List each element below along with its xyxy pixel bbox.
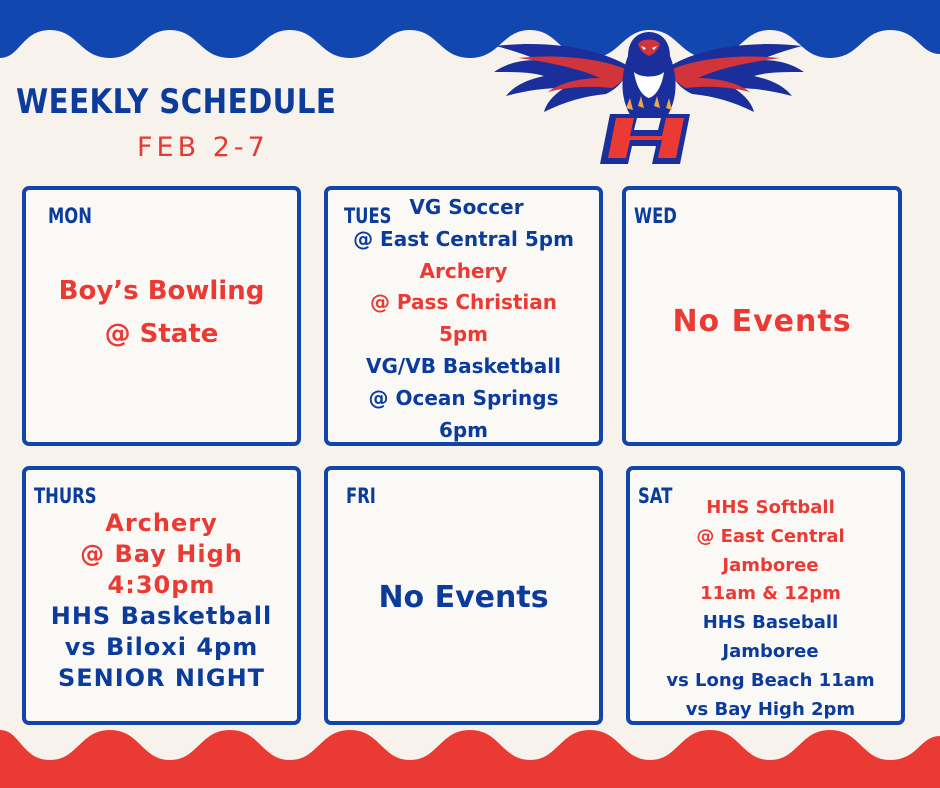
event-line: @ East Central: [696, 525, 845, 547]
events-thu: [26, 508, 297, 694]
event-line: SENIOR NIGHT: [57, 664, 266, 692]
event-line: @ State: [104, 319, 219, 349]
event-line: vs Long Beach 11am: [666, 669, 875, 691]
day-label-wed: WED: [634, 204, 677, 228]
events-fri: [328, 578, 599, 618]
event-line: vs Bay High 2pm: [685, 698, 856, 720]
event-line: Archery: [105, 509, 218, 537]
event-line: No Events: [378, 580, 549, 615]
event-line: HHS Softball: [706, 497, 835, 518]
day-card-thu: [22, 466, 301, 725]
event-line: vs Biloxi 4pm: [64, 633, 259, 661]
event-line: @ Pass Christian: [369, 290, 558, 315]
bottom-wave-decoration: [0, 718, 940, 788]
day-card-fri: [324, 466, 603, 725]
events-wed: [626, 302, 898, 342]
hawk-logo-icon: [488, 26, 810, 168]
events-sat: [630, 494, 901, 724]
event-line: 6pm: [438, 417, 489, 442]
day-label-sat: SAT: [638, 484, 673, 508]
day-card-wed: [622, 186, 902, 446]
day-card-tue: [324, 186, 603, 446]
events-mon: [26, 270, 297, 356]
event-line: VG/VB Basketball: [366, 353, 561, 378]
event-line: No Events: [672, 304, 852, 339]
event-line: @ Bay High: [80, 540, 243, 568]
day-label-fri: FRI: [346, 484, 376, 508]
event-line: HHS Baseball: [702, 612, 839, 634]
date-range: FEB 2-7: [137, 132, 269, 163]
event-line: Archery: [419, 258, 508, 283]
day-card-mon: [22, 186, 301, 446]
event-line: Boy’s Bowling: [58, 276, 265, 306]
day-label-mon: MON: [48, 204, 92, 228]
event-line: @ Ocean Springs: [368, 385, 559, 410]
event-line: HHS Basketball: [50, 602, 273, 630]
day-label-thu: THURS: [34, 484, 97, 508]
day-label-tue: TUES: [344, 204, 392, 228]
event-line: Jamboree: [722, 554, 819, 576]
event-line: Jamboree: [722, 640, 819, 662]
event-line: @ East Central 5pm: [353, 226, 574, 251]
event-line: 5pm: [438, 322, 489, 347]
event-line: VG Soccer: [409, 195, 524, 219]
day-card-sat: [626, 466, 905, 725]
page-title: WEEKLY SCHEDULE: [16, 82, 337, 122]
events-tue: [328, 192, 599, 446]
event-line: 4:30pm: [107, 571, 216, 599]
event-line: 11am & 12pm: [700, 583, 841, 605]
